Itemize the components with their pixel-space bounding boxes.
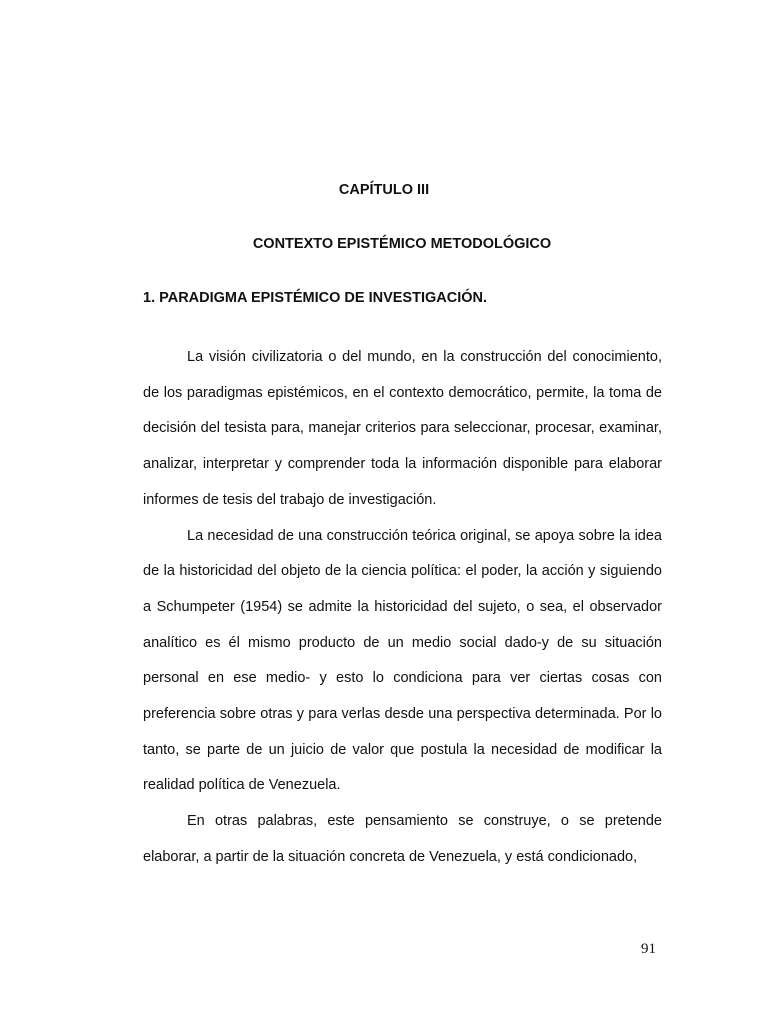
paragraph: En otras palabras, este pensamiento se construye, o se pretende elaborar, a partir de la situación concreta de Venezuela, y está condicionado, — [143, 813, 662, 865]
page-number: 91 — [641, 941, 656, 957]
section-heading: 1. PARADIGMA EPISTÉMICO DE INVESTIGACIÓN. — [143, 290, 488, 306]
body-text — [143, 340, 662, 876]
paragraph: La visión civilizatoria o del mundo, en la construcción del conocimiento, de los paradigmas epistémicos, en el contexto democrático, permite, la toma de decisión del tesista para, manejar criterios para seleccionar, procesar, examinar, analizar, interpretar y comprender toda la información disponible para elaborar informes de tesis del trabajo de investigación. — [143, 349, 662, 508]
chapter-heading: CAPÍTULO III — [338, 182, 430, 198]
chapter-title: CONTEXTO EPISTÉMICO METODOLÓGICO — [252, 236, 552, 252]
paragraph: La necesidad de una construcción teórica original, se apoya sobre la idea de la historicidad del objeto de la ciencia política: el poder, la acción y siguiendo a Schumpeter (1954) se admite la historicidad del sujeto, o sea, el observador analítico es él mismo producto de un medio social dado-y de su situación personal en ese medio- y esto lo condiciona para ver ciertas cosas con preferencia sobre otras y para verlas desde una perspectiva determinada. Por lo tanto, se parte de un juicio de valor que postula la necesidad de modificar la realidad política de Venezuela. — [143, 527, 662, 794]
